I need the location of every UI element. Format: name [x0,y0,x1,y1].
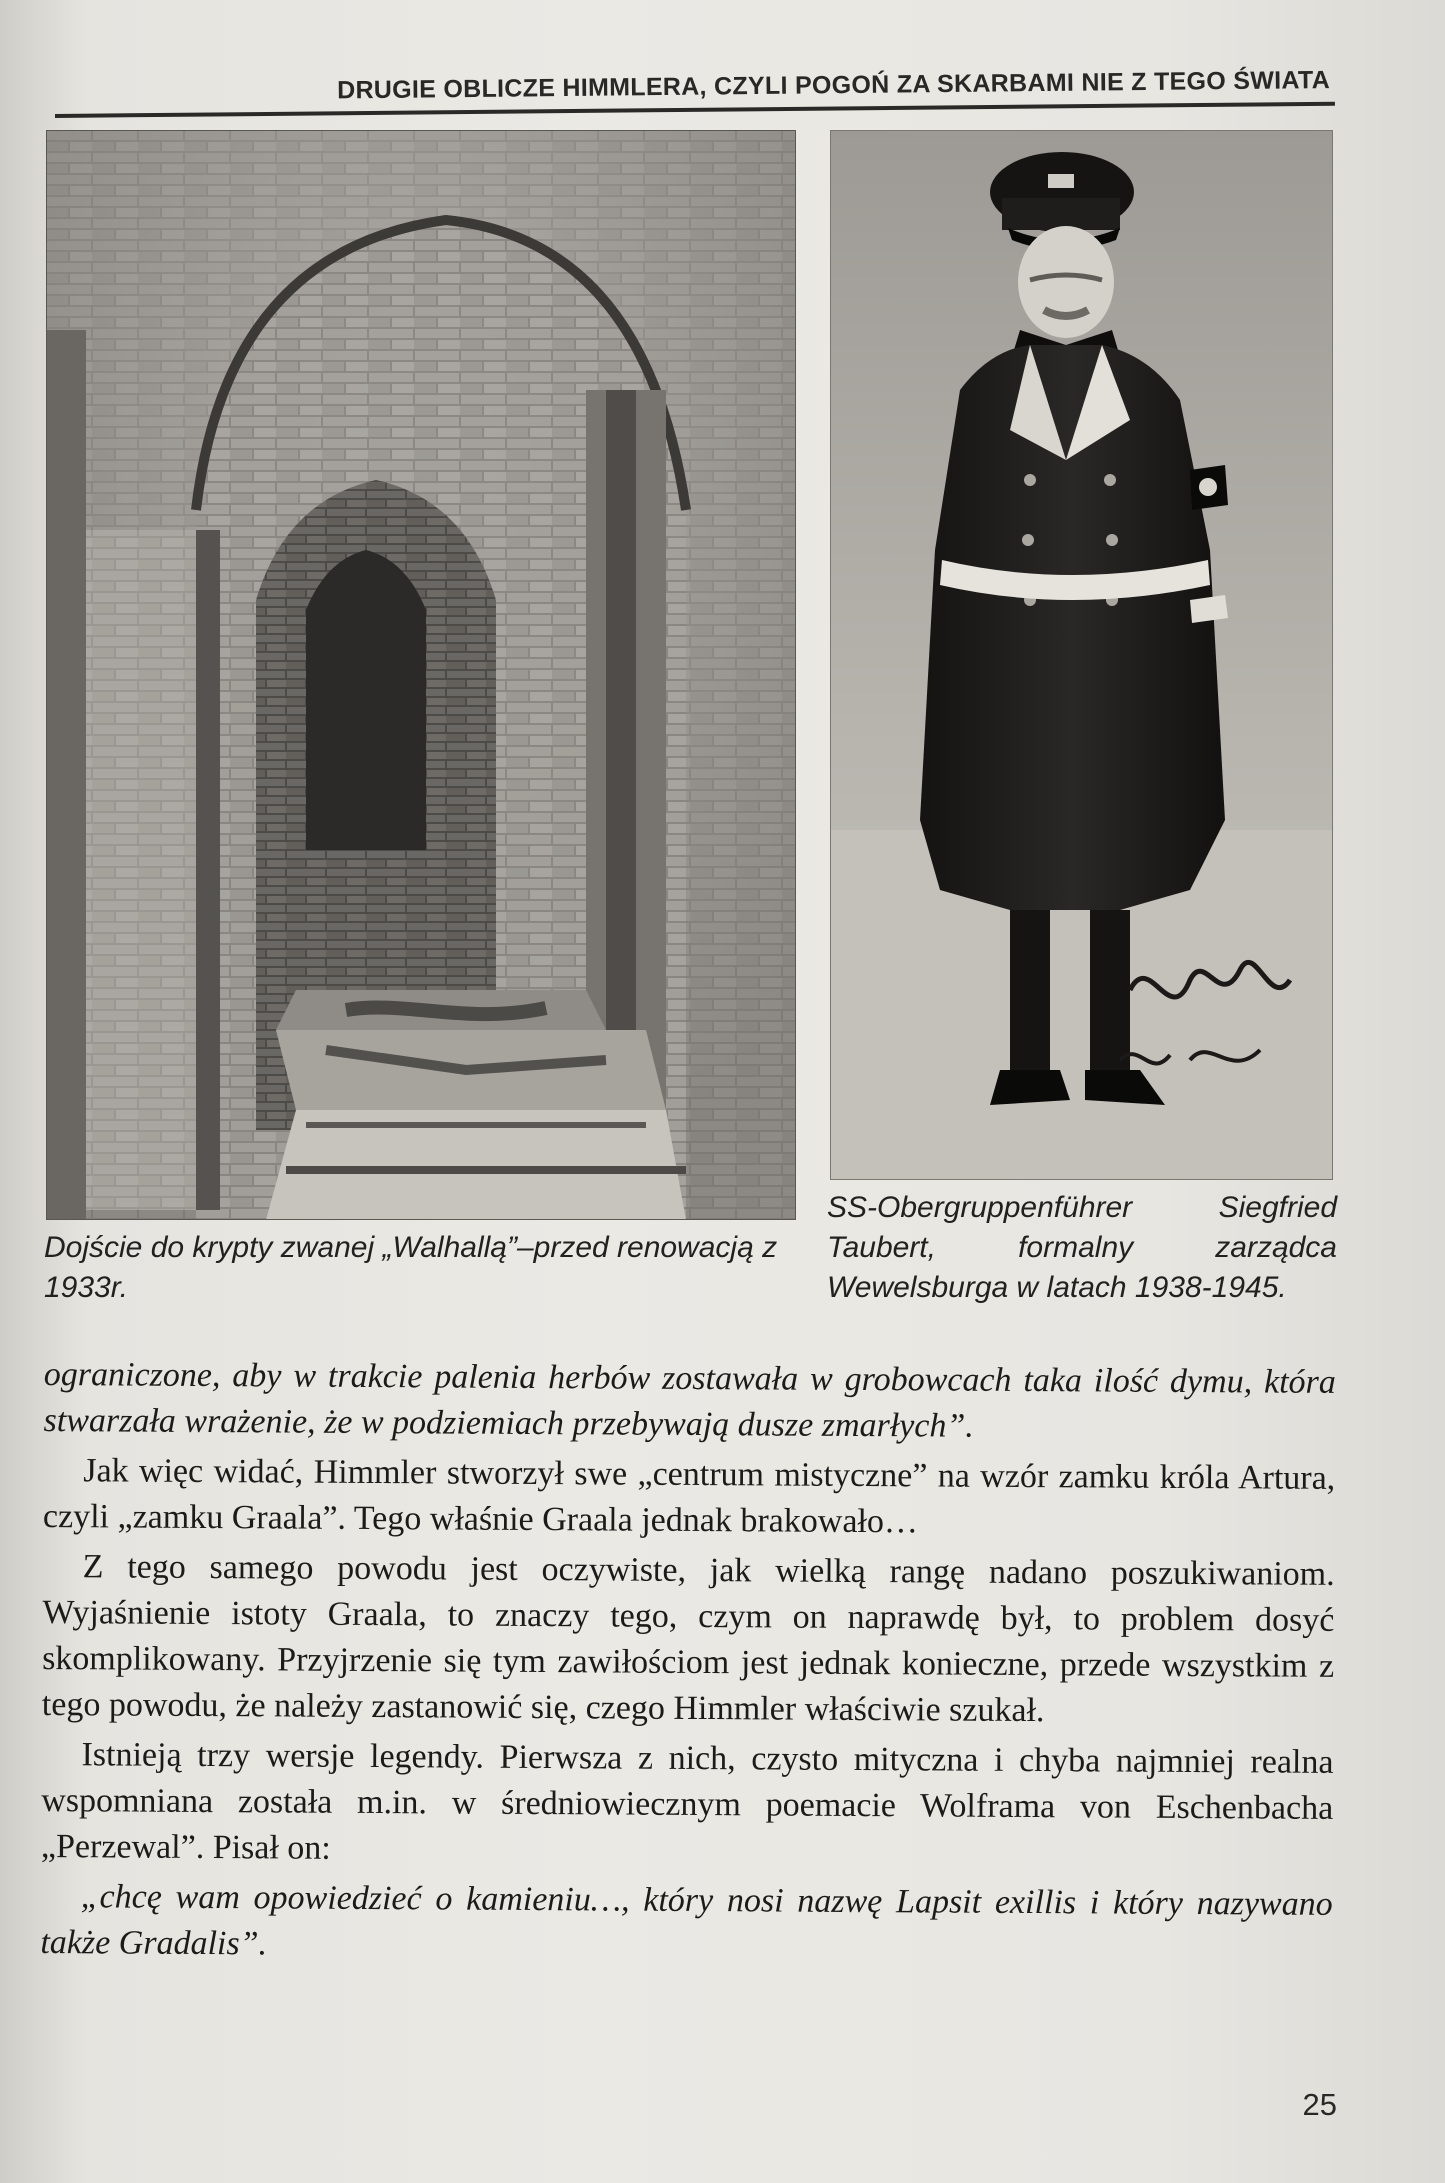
caption-left: Dojście do krypty zwanej „Walhallą”–przed renowacją z 1933r. [44,1231,778,1304]
caption-right-rest: Taubert, formalny zarządca Wewelsburga w latach 1938-1945. [827,1231,1337,1304]
header-rule [55,102,1335,118]
running-head: DRUGIE OBLICZE HIMMLERA, CZYLI POGOŃ ZA SKARBAMI NIE Z TEGO ŚWIATA [336,66,1331,105]
paragraph-quote: „chcę wam opowiedzieć o kamieniu…, który nosi nazwę Lapsit exillis i który nazywano także Gradalis”. [40,1878,1333,1963]
crypt-photo [46,130,796,1220]
paragraph-1: ograniczone, aby w trakcie palenia herbów zostawała w grobowcach taka ilość dymu, która stwarzała wrażenie, że w podziemiach przebywają dusze zmarłych”. [43,1355,1336,1445]
paragraph-2: Jak więc widać, Himmler stworzył swe „centrum mistyczne” na wzór zamku króla Artura, czyli „zamku Graala”. Tego właśnie Graala jednak brakowało… [42,1452,1336,1541]
caption-right-line1 [827,1188,1337,1228]
portrait-photo [830,130,1333,1180]
caption-right-rank: SS-Obergruppenführer [827,1191,1133,1224]
body-text [40,1352,1336,1978]
paragraph-3: Z tego samego powodu jest oczywiste, jak wielką rangę nadano poszukiwaniom. Wyjaśnienie istoty Graala, to znaczy tego, czym on naprawdę był, to problem dosyć skomplikowany. Przyjrzenie się tym zawiłościom jest jednak konieczne, przede wszystkim z tego powodu, że należy zastanowić się, czego Himmler właściwie szukał. [41,1548,1335,1730]
caption-right [827,1188,1337,1308]
paragraph-4: Istnieją trzy wersje legendy. Pierwsza z nich, czysto mityczna i chyba najmniej realna wspomniana została m.in. w średniowiecznym poemacie Wolframa von Eschenbacha „Perzewal”. Pisał on: [40,1736,1334,1867]
caption-right-name: Siegfried [1218,1191,1337,1224]
page-number: 25 [1302,2087,1337,2122]
